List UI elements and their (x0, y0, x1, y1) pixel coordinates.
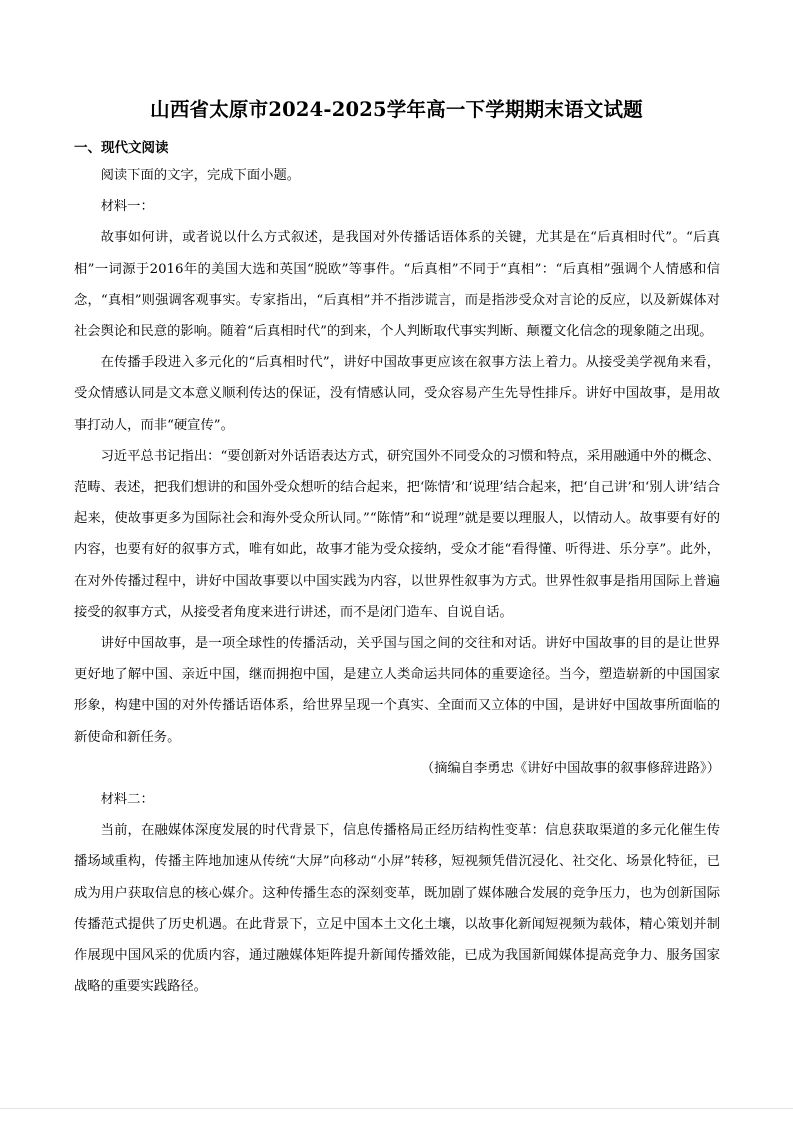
document-body (74, 160, 720, 1002)
document-title: 山西省太原市2024-2025学年高一下学期期末语文试题 (150, 98, 643, 121)
source-citation: （摘编自李勇忠《讲好中国故事的叙事修辞进路》） (420, 760, 720, 776)
material-label-1: 材料一： (100, 199, 154, 215)
paragraph: 习近平总书记指出：“要创新对外话语表达方式，研究国外不同受众的习惯和特点，采用融通中外的概念、范畴、表述，把我们想讲的和国外受众想听的结合起来，把‘陈情’和‘说理’结合起来，把‘自己讲’和‘别人讲’结合起来，使故事更多为国际社会和海外受众所认同。”“陈情”和“说理”就是要以理服人，以情动人。故事要有好的内容，也要有好的叙事方式，唯有如此，故事才能为受众接纳，受众才能“看得懂、听得进、乐分享”。此外，在对外传播过程中，讲好中国故事要以中国实践为内容，以世界性叙事为方式。世界性叙事是指用国际上普遍接受的叙事方式，从接受者角度来进行讲述，而不是闭门造车、自说自话。 (74, 448, 720, 620)
section-heading: 一、现代文阅读 (74, 140, 169, 156)
material-label-2: 材料二： (100, 792, 154, 808)
instruction-text: 阅读下面的文字，完成下面小题。 (100, 168, 301, 183)
paragraph: 讲好中国故事，是一项全球性的传播活动，关乎国与国之间的交往和对话。讲好中国故事的目的是让世界更好地了解中国、亲近中国，继而拥抱中国，是建立人类命运共同体的重要途径。当今，塑造崭新的中国国家形象，构建中国的对外传播话语体系，给世界呈现一个真实、全面而又立体的中国，是讲好中国故事所面临的新使命和新任务。 (74, 636, 720, 745)
paragraph: 在传播手段进入多元化的“后真相时代”，讲好中国故事更应该在叙事方法上着力。从接受美学视角来看，受众情感认同是文本意义顺利传达的保证，没有情感认同，受众容易产生先导性排斥。讲好中国故事，是用故事打动人，而非“硬宣传”。 (74, 355, 720, 433)
paragraph: 故事如何讲，或者说以什么方式叙述，是我国对外传播话语体系的关键，尤其是在“后真相时代”。“后真相”一词源于2016年的美国大选和英国“脱欧”等事件。“后真相”不同于“真相”：“后真相”强调个人情感和信念，“真相”则强调客观事实。专家指出，“后真相”并不指涉谎言，而是指涉受众对言论的反应，以及新媒体对社会舆论和民意的影响。随着“后真相时代”的到来，个人判断取代事实判断、颠覆文化信念的现象随之出现。 (74, 230, 720, 340)
paragraph: 当前，在融媒体深度发展的时代背景下，信息传播格局正经历结构性变革：信息获取渠道的多元化催生传播场域重构，传播主阵地加速从传统“大屏”向移动“小屏”转移，短视频凭借沉浸化、社交化、场景化特征，已成为用户获取信息的核心媒介。这种传播生态的深刻变革，既加剧了媒体融合发展的竞争压力，也为创新国际传播范式提供了历史机遇。在此背景下，立足中国本土文化土壤，以故事化新闻短视频为载体，精心策划并制作展现中国风采的优质内容，通过融媒体矩阵提升新闻传播效能，已成为我国新闻媒体提高竞争力、服务国家战略的重要实践路径。 (74, 823, 720, 995)
page-bottom-divider (0, 1108, 793, 1109)
